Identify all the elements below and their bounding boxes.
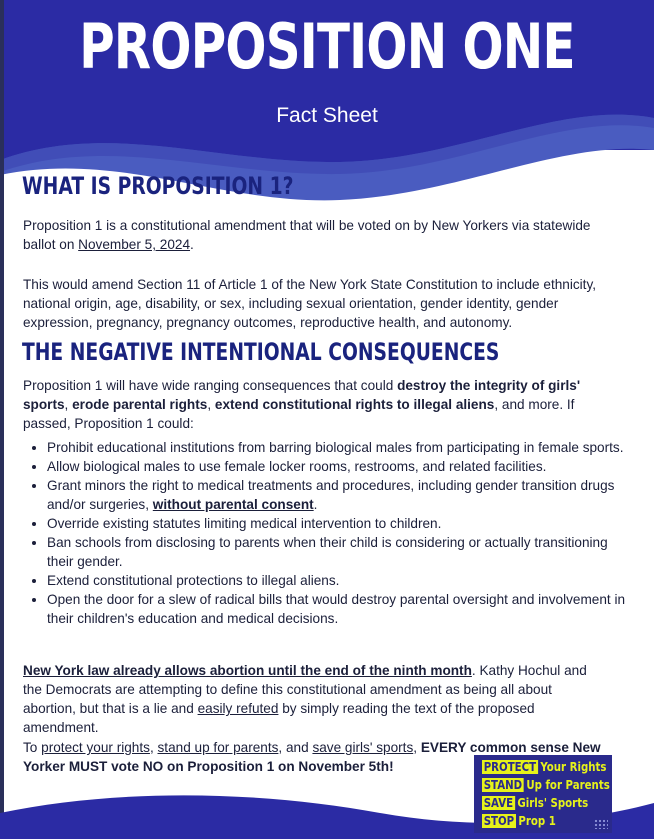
list-item: • Allow biological males to use female locker rooms, restrooms, and related facilities. [47,457,632,476]
amendment-paragraph: This would amend Section 11 of Article 1 of the New York State Constitution to include ethnicity, national origin, age, disability, or sex, including sexual orientation, gender identity, gender expression, pregnancy, pregnancy outcomes, reproductive health, and autonomy. [23,277,597,330]
consequence-sports: destroy the integrity of girls' sports [23,378,581,412]
comma: , [64,397,73,412]
list-item-text: Grant minors the right to medical treatments and procedures, including gender transition drugs and/or surgeries, [47,478,615,512]
election-date: November 5, 2024 [78,237,191,252]
save-sports-text: save girls' sports [312,740,414,755]
abortion-text: . Kathy Hochul and the Democrats are attempting to define this constitutional amendment as being all about abortion, but that is a lie and [23,663,587,716]
comma: , [149,740,158,755]
dot-pattern-icon [594,819,608,829]
badge-row-stand [482,776,610,794]
comma: , [413,740,421,755]
list-item: • Prohibit educational institutions from barring biological males from participating in female sports. [47,438,632,457]
list-item: • Override existing statutes limiting medical intervention to children. [47,514,632,533]
list-item-period: . [313,497,318,512]
list-item: • Ban schools from disclosing to parents when their child is considering or actually transitioning their gender. [47,533,632,571]
badge-text: Girls' Sports [517,796,589,810]
vote-no-statement: EVERY common sense New Yorker MUST vote NO on Proposition 1 on November 5th! [23,740,601,774]
badge-text: Your Rights [540,760,607,774]
section-heading-consequences: THE NEGATIVE INTENTIONAL CONSEQUENCES [22,338,500,366]
list-item: • Open the door for a slew of radical bills that would destroy parental oversight and involvement in their children's education and medical decisions. [47,590,632,628]
page-title: PROPOSITION ONE [79,10,575,83]
cta-and: , and [278,740,313,755]
intro-paragraph [23,216,608,254]
comma: , [207,397,215,412]
consequences-tail: , and more. If passed, Proposition 1 could: [23,397,575,431]
badge-key: STOP [483,814,515,828]
easily-refuted: easily refuted [197,701,279,716]
stand-up-text: stand up for parents [157,740,279,755]
intro-text: Proposition 1 is a constitutional amendment that will be voted on by New Yorkers via statewide ballot on [23,218,591,252]
section-heading-what-is: WHAT IS PROPOSITION 1? [22,172,294,200]
list-item [47,476,632,514]
parental-consent-emphasis: without parental consent [152,497,314,512]
prop1-badge [474,755,612,833]
badge-key: SAVE [483,796,514,810]
abortion-law-statement: New York law already allows abortion until the end of the ninth month [23,663,472,678]
consequence-aliens: extend constitutional rights to illegal aliens [214,397,495,412]
consequence-parental: erode parental rights [72,397,208,412]
page-subtitle: Fact Sheet [276,104,378,127]
list-item: • Extend constitutional protections to illegal aliens. [47,571,632,590]
cta-lead: To [23,740,42,755]
badge-text: Prop 1 [518,814,556,828]
badge-row-protect [482,758,607,776]
abortion-paragraph [23,661,608,737]
badge-key: PROTECT [483,760,537,774]
badge-row-stop [482,812,593,830]
consequences-text: Proposition 1 will have wide ranging consequences that could [23,378,398,393]
intro-period: . [190,237,194,252]
badge-text: Up for Parents [526,778,610,792]
badge-row-save [482,794,593,812]
badge-key: STAND [483,778,523,792]
abortion-tail: by simply reading the text of the proposed amendment. [23,701,535,735]
consequences-list [23,438,632,628]
protect-rights-text: protect your rights [41,740,150,755]
consequences-intro [23,376,608,433]
